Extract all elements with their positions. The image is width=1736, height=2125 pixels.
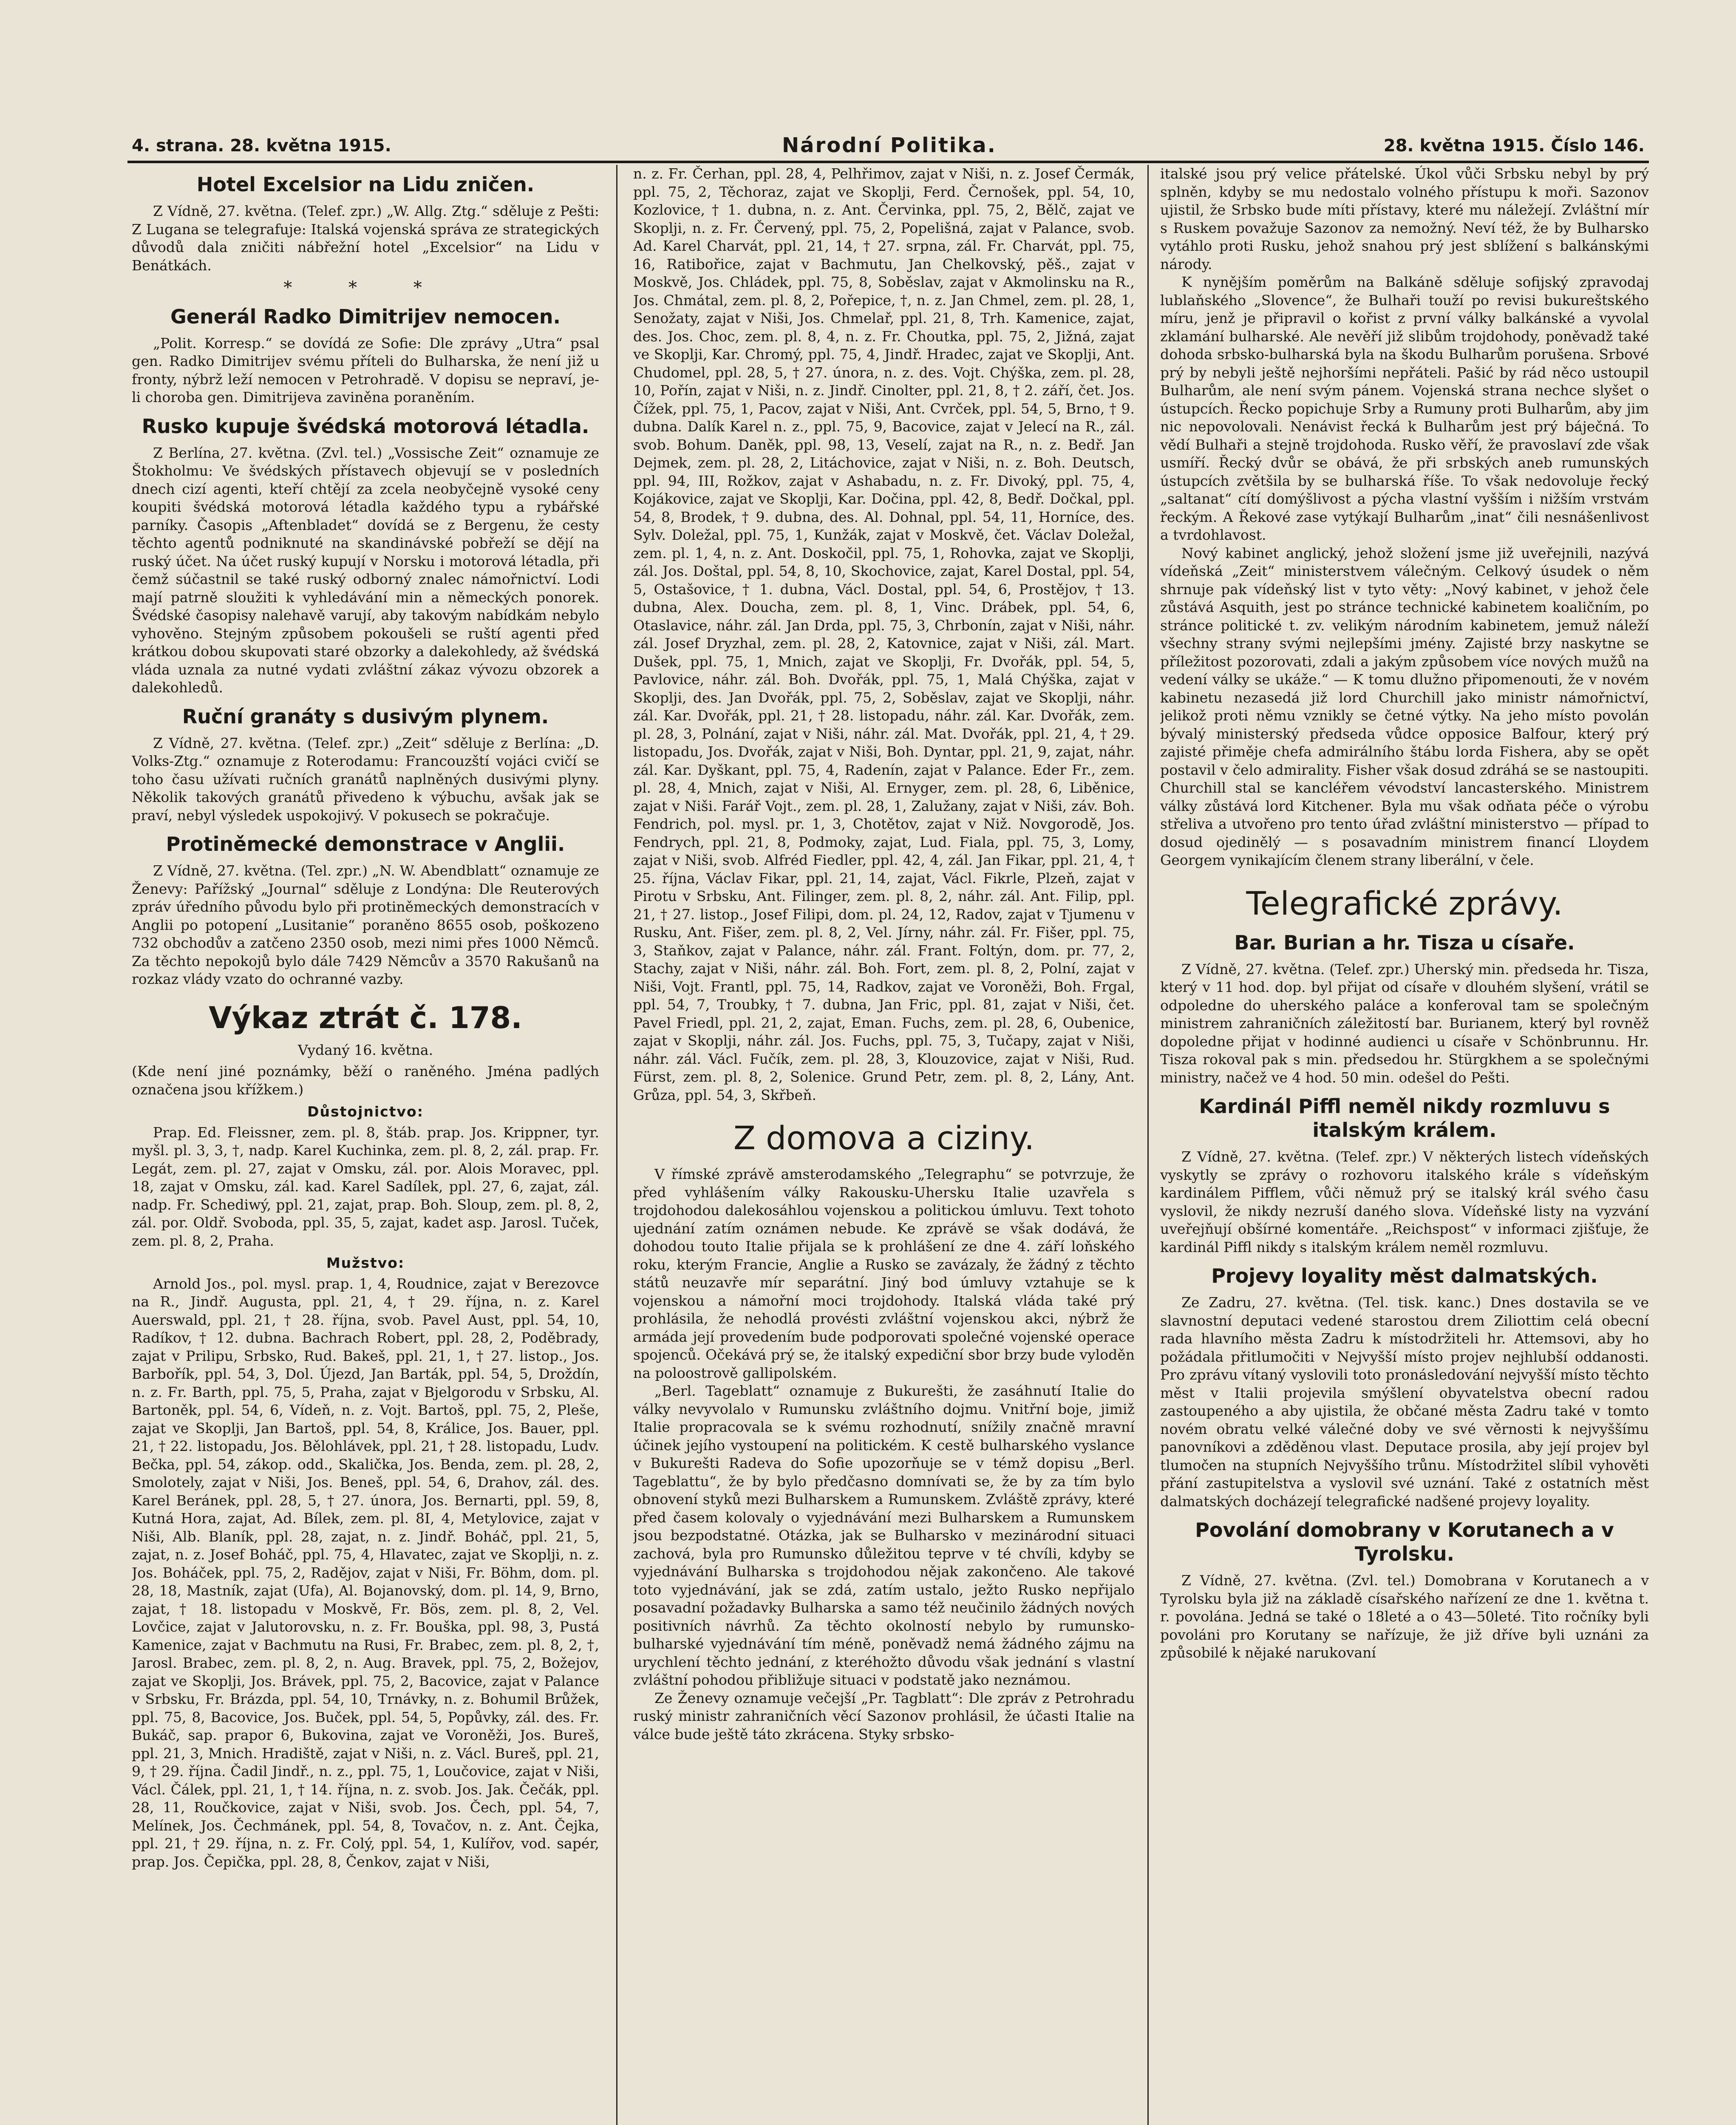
- article-text: Z Vídně, 27. května. (Telef. zpr.) Uherský min. předseda hr. Tisza, který v 11 hod. dop. byl přijat od císaře v dlouhém slyšení, vrátil se odpoledne do uherského paláce a konferoval tam se společným ministrem zahraničních záležitostí bar. Burianem, který byl rovněž dopoledne přijat v hodinné audienci u císaře v Schönbrunnu. Hr. Tisza rokoval pak s min. předsedou hr. Stürgkhem a se společnými ministry, načež ve 4 hod. 50 min. odešel do Pešti.: [1160, 960, 1649, 1086]
- article-text: Z Vídně, 27. května. (Zvl. tel.) Domobrana v Korutanech a v Tyrolsku byla již na základě císařského nařízení ze dne 1. května t. r. povolána. Jedná se také o 18leté a o 43—50leté. Tito ročníky byli povoláni pro Korutany se nařízuje, že již dříve byli uznáni za způsobilé k nějaké narukovaní: [1160, 1572, 1649, 1661]
- article-text: italské jsou prý velice přátelské. Úkol vůči Srbsku nebyl by prý splněn, kdyby se mu nedostalo volného přístupu k moři. Sazonov ujistil, že Srbsko bude míti přístavy, které mu náležejí. Zvláštní mír s Ruskem považuje Sazonov za nemožný. Neví též, že by Bulharsko vytáhlo proti Rusku, jehož snahou prý jest sblížení s balkánskými národy.: [1160, 165, 1649, 272]
- section-title: Telegrafické zprávy.: [1246, 884, 1563, 922]
- officers-list: Prap. Ed. Fleissner, zem. pl. 8, štáb. prap. Jos. Krippner, tyr. myšl. pl. 3, 3, †, nadp. Karel Kuchinka, zem. pl. 8, 2, zál. prap. Fr. Legát, zem. pl. 27, zajat v Omsku, zál. por. Alois Moravec, ppl. 18, zajat v Omsku, zál. kad. Karel Sadílek, ppl. 27, 6, zajat, zál. nadp. Fr. Schediwý, ppl. 21, zajat, prap. Boh. Sloup, zem. pl. 8, 2, zál. por. Oldř. Svoboda, ppl. 35, 5, zajat, kadet asp. Jarosl. Tuček, zem. pl. 8, 2, Praha.: [132, 1124, 599, 1249]
- article-text: Z Vídně, 27. května. (Telef. zpr.) V některých listech vídeňských vyskytly se zprávy o rozhovoru italského krále s vídeňským kardinálem Pifflem, vůči němuž prý se italský král svého času vyslovil, že nikdy nezruší daného slova. Vídeňské listy na vyzvání uveřejňují obšírné komentáře. „Reichspost“ v informaci zjišťuje, že kardinál Piffl nikdy s italským králem neměl rozmluvu.: [1160, 1148, 1649, 1255]
- article-title: Hotel Excelsior na Lidu zničen.: [196, 173, 535, 196]
- page-header: [127, 128, 1649, 161]
- header-rule: [127, 161, 1649, 163]
- section-title: Z domova a ciziny.: [733, 1119, 1035, 1157]
- masthead-title: Národní Politika.: [782, 133, 997, 157]
- column-divider: [616, 165, 617, 2125]
- article-title: Generál Radko Dimitrijev nemocen.: [170, 305, 561, 328]
- article-text: K nynějším poměrům na Balkáně sděluje sofijský zpravodaj lublaňského „Slovence“, že Bulhaři touží po revisi bukureštského míru, jenž je připravil o kořist z první války balkánské a vyvolal zklamání bulharské. Ale nevěří již slibům trojdohody, poněvadž také dohoda srbsko-bulharská byla na škodu Bulharům porušena. Srbové prý by nebyli ještě nejhoršími nepřáteli. Pašić by rád něco ustoupil Bulharům, ale není svým pánem. Vojenská strana nechce slyšet o ústupcích. Řecko popichuje Srby a Rumuny proti Bulharům, aby jim nic nepovolovali. Nenávist řecká k Bulharům jest prý báječná. To vědí Bulhaři a stejně trojdohoda. Rusko věří, že pravoslaví zde však usmíří. Řecký dvůr se obává, že při srbských aneb rumunských ústupcích zvětšila by se bulharská říše. To však nedovoluje řecký „saltanat“ cítí domýšlivost a pýcha vlastní vyšším i nižším vrstvám řeckým. A Řekové zase vytýkají Bulharům „inat“ čili nesnášenlivost a tvrdohlavost.: [1160, 274, 1649, 543]
- article-text: V římské zprávě amsterodamského „Telegraphu“ se potvrzuje, že před vyhlášením války Rakousku-Uhersku Italie uzavřela s trojdohodou dalekosáhlou vojenskou a politickou úmluvu. Text tohoto ujednání zatím oznámen nebude. Ke zprávě se však dodává, že dohodou touto Italie přijala se k prohlášení ze dne 4. září loňského roku, kterým Francie, Anglie a Rusko se zavázaly, že žádný z těchto států neuzavře mír separátní. Jiný bod úmluvy vztahuje se k vojenskou a námořní moci trojdohody. Italská vláda také prý prohlásila, že nehodlá provésti zvláštní vojenskou akci, nýbrž že armáda její provedením bude podporovati společné vojenské operace spojenců. Očekává prý se, že italský expediční sbor brzy bude vyloděn na poloostrově gallipolském.: [633, 1166, 1135, 1381]
- casualty-list-continued: n. z. Fr. Čerhan, ppl. 28, 4, Pelhřimov, zajat v Niši, n. z. Josef Čermák, ppl. 75, 2, Těchoraz, zajat ve Skoplji, Ferd. Černošek, ppl. 54, 10, Kozlovice, † 1. dubna, n. z. Ant. Červinka, ppl. 75, 2, Bělč, zajat ve Skoplji, n. z. Fr. Červený, ppl. 75, 2, Popelišná, zajat v Palance, svob. Ad. Karel Charvát, ppl. 21, 14, † 27. srpna, zál. Fr. Charvát, ppl. 75, 16, Ratibořice, zajat v Bachmutu, Jan Chelkovský, pěš., zajat v Moskvě, Jos. Chládek, ppl. 75, 8, Soběslav, zajat v Akmolinsku na R., Jos. Chmátal, zem. pl. 8, 2, Pořepice, †, n. z. Jan Chmel, zem. pl. 28, 1, Senožaty, zajat v Niši, Jos. Chmelař, ppl. 21, 8, Trh. Kamenice, zajat, des. Jos. Choc, zem. pl. 8, 4, n. z. Fr. Choutka, ppl. 75, 2, Jižná, zajat ve Skoplji, Kar. Chromý, ppl. 75, 4, Jindř. Hradec, zajat ve Skoplji, Ant. Chudomel, ppl. 28, 5, † 27. února, n. z. des. Vojt. Chýška, zem. pl. 28, 10, Pořín, zajat v Niši, n. z. Jindř. Cinolter, ppl. 21, 8, † 2. září, čet. Jos. Čížek, ppl. 75, 1, Pacov, zajat v Niši, Ant. Cvrček, ppl. 54, 5, Brno, † 9. dubna. Dalík Karel n. z., ppl. 75, 9, Bacovice, zajat v Jelecí na R., zál. svob. Bohum. Daněk, ppl. 98, 13, Veselí, zajat na R., n. z. Bedř. Jan Dejmek, zem. pl. 28, 2, Litáchovice, zajat v Niši, n. z. Boh. Deutsch, ppl. 94, III, Rožkov, zajat v Ashabadu, n. z. Fr. Divoký, ppl. 75, 4, Kojákovice, zajat ve Skoplji, Kar. Dočina, ppl. 42, 8, Bedř. Dočkal, ppl. 54, 8, Brodek, † 9. dubna, des. Al. Dohnal, ppl. 54, 11, Horníce, des. Sylv. Doležal, ppl. 75, 1, Kunžák, zajat v Moskvě, čet. Václav Doležal, zem. pl. 1, 4, n. z. Ant. Doskočil, ppl. 75, 1, Rohovka, zajat ve Skoplji, zál. Jos. Doštal, ppl. 54, 8, 10, Skochovice, zajat, Karel Dostal, ppl. 54, 5, Ostašovice, † 1. dubna, Václ. Dostal, ppl. 54, 6, Prostějov, † 13. dubna, Alex. Doucha, zem. pl. 8, 1, Vinc. Drábek, ppl. 54, 6, Otaslavice, náhr. zál. Jan Drda, ppl. 75, 3, Chrbonín, zajat v Niši, náhr. zál. Josef Dryzhal, zem. pl. 28, 2, Katovnice, zajat v Niši, zál. Mart. Dušek, ppl. 75, 1, Mnich, zajat ve Skoplji, Fr. Dvořák, ppl. 54, 5, Pavlovice, náhr. zál. Boh. Dvořák, ppl. 75, 1, Malá Chýška, zajat v Skoplji, des. Jan Dvořák, ppl. 75, 2, Soběslav, zajat ve Skoplji, náhr. zál. Kar. Dvořák, ppl. 21, † 28. listopadu, náhr. zál. Kar. Dvořák, zem. pl. 28, 3, Polnání, zajat v Niši, náhr. zál. Mat. Dvořák, ppl. 21, 4, † 29. listopadu, Jos. Dvořák, zajat v Niši, Boh. Dyntar, ppl. 21, 9, zajat, náhr. zál. Kar. Dyškant, ppl. 75, 4, Radenín, zajat v Palance. Eder Fr., zem. pl. 28, 4, Mnich, zajat v Niši, Al. Ernyger, zem. pl. 28, 6, Liběnice, zajat v Niši. Farář Vojt., zem. pl. 28, 1, Zalužany, zajat v Niši, záv. Boh. Fendrich, pol. mysl. pr. 1, 3, Chotětov, zajat v Niž. Novgorodě, Jos. Fendrych, ppl. 21, 8, Podmoky, zajat, Lud. Fiala, ppl. 75, 3, Lomy, zajat v Niši, svob. Alfréd Fiedler, ppl. 42, 4, zál. Jan Fikar, ppl. 21, 4, † 25. října, Václav Fikar, ppl. 21, 14, zajat, Václ. Fikrle, Plzeň, zajat v Pirotu v Srbsku, Ant. Filinger, zem. pl. 8, 2, náhr. zál. Ant. Filip, ppl. 21, † 27. listop., Josef Filipi, dom. pl. 24, 12, Radov, zajat v Tjumenu v Rusku, Ant. Fišer, zem. pl. 8, 2, Vel. Jírny, náhr. zál. Fr. Fišer, ppl. 75, 3, Staňkov, zajat v Palance, náhr. zál. Frant. Foltýn, dom. pr. 77, 2, Stachy, zajat v Niši, náhr. zál. Boh. Fort, zem. pl. 8, 2, Polní, zajat v Niši, Vojt. Frantl, ppl. 75, 14, Radkov, zajat ve Voroněži, Boh. Frgal, ppl. 54, 7, Troubky, † 7. dubna, Jan Fric, ppl. 81, zajat v Niši, čet. Pavel Friedl, ppl. 21, 2, zajat, Eman. Fuchs, zem. pl. 28, 6, Oubenice, zajat v Skoplji, náhr. zál. Jos. Fuchs, ppl. 75, 3, Tučapy, zajat v Niši, náhr. zál. Václ. Fučík, zem. pl. 28, 3, Klouzovice, zajat v Niši, Rud. Fürst, zem. pl. 8, 2, Solenice. Grund Petr, zem. pl. 8, 2, Lány, Ant. Grůza, ppl. 54, 3, Skřbeň.: [633, 165, 1135, 1103]
- article-text: „Berl. Tageblatt“ oznamuje z Bukurešti, že zasáhnutí Italie do války nevyvolalo v Rumunsku zvláštního dojmu. Vnitřní boje, jimiž Italie propracovala se k svému rozhodnutí, snížily značně mravní účinek jejího vystoupení na politickém. K cestě bulharského vyslance v Bukurešti Radeva do Sofie upozorňuje se v témž dopisu „Berl. Tageblattu“, že by bylo předčasno domnívati se, že by za tím bylo obnovení styků mezi Bulharskem a Rumunskem. Zvláště zprávy, které před časem kolovaly o vyjednávání mezi Bulharskem a Rumunskem jsou bezpodstatné. Otázka, jak se Bulharsko v mezinárodní situaci zachová, byla pro Rumunsko důležitou teprve v té chvíli, kdyby se vyjednávání Bulharska s trojdohodou nějak zakončeno. Ale takové toto vyjednávání, jak se zdá, zatím ustalo, ježto Rusko nepřijalo posavadní požadavky Bulharska a samo též neučinilo žádných nových positivních návrhů. Za těchto okolností nebylo by rumunsko-bulharské vyjednávání tím méně, poněvadž nemá žádného zájmu na urychlení těchto jednání, z kteréhožto důvodu však jednání s vlastní zvláštní pohodou přibližuje situaci v podstatě jako neznámou.: [633, 1383, 1135, 1688]
- men-heading: Mužstvo:: [326, 1255, 405, 1271]
- page-number: 4. strana. 28. května 1915.: [132, 136, 391, 156]
- article-text: „Polit. Korresp.“ se dovídá ze Sofie: Dle zprávy „Utra“ psal gen. Radko Dimitrijev svému příteli do Bulharska, že není již u fronty, nýbrž leží nemocen v Petrohradě. V dopisu se nepraví, je-li choroba gen. Dimitrijeva zaviněna poraněním.: [132, 334, 599, 405]
- article-text: Nový kabinet anglický, jehož složení jsme již uveřejnili, nazývá vídeňská „Zeit“ ministerstvem válečným. Celkový úsudek o něm shrnuje pak vídeňský list v tyto věty: „Nový kabinet, v jehož čele zůstává Asquith, jest po stránce technické kabinetem koaličním, po stránce politické t. zv. velikým národním kabinetem, jemuž náleží všechny strany svými nejlepšími jmény. Zajisté brzy naskytne se příležitost pozorovati, zdali a jakým způsobem více nových mužů na vedení války se ukáže.“ — K tomu dlužno připomenouti, že v novém kabinetu nezasedá již lord Churchill jako ministr námořnictví, jelikož proti němu vznikly se četné výtky. Na jeho místo povolán bývalý ministerský předseda vůdce opposice Balfour, který prý zajisté přiměje chefa admirálního štábu lorda Fishera, aby se opět postavil v čelo admirality. Fisher však dosud zdráhá se se nastoupiti. Churchill stal se kancléřem vévodství lancasterského. Ministrem války zůstává lord Kitchener. Byla mu však odňata péče o výrobu střeliva a utvořeno pro tento úřad zvláštní ministerstvo — případ to dosud ojedinělý — s posavadním ministrem financí Lloydem Georgem vynikajícím členem strany liberální, v čele.: [1160, 544, 1649, 868]
- article-title: Rusko kupuje švédská motorová létadla.: [142, 414, 589, 438]
- article-text: Z Vídně, 27. května. (Telef. zpr.) „Zeit“ sděluje z Berlína: „D. Volks-Ztg.“ oznamuje z Roterodamu: Francouzští vojáci cvičí se toho času užívati ručních granátů naplněných dusivými plyny. Několik takových granátů přivedeno k výbuchu, avšak jak se praví, nebyl výsledek uspokojivý. V pokusech se pokračuje.: [132, 734, 599, 824]
- article-title: Povolání domobrany v Korutanech a v Tyrolsku.: [1195, 1519, 1614, 1565]
- issue-info: 28. května 1915. Číslo 146.: [1383, 136, 1645, 156]
- casualty-list-note: (Kde není jiné poznámky, běží o raněného. Jména padlých označena jsou křížkem.): [132, 1063, 599, 1098]
- column-1: [132, 165, 599, 2125]
- article-text: Ze Ženevy oznamuje večejší „Pr. Tagblatt“: Dle zpráv z Petrohradu ruský ministr zahraničních věcí Sazonov prohlásil, že účasti Italie na válce bude ještě táto zkrácena. Styky srbsko-: [633, 1689, 1135, 1742]
- article-text: Z Vídně, 27. května. (Telef. zpr.) „W. Allg. Ztg.“ sděluje z Pešti: Z Lugana se telegrafuje: Italská vojenská správa ze strategických důvodů dala zničiti nábřežní hotel „Excelsior“ na Lidu v Benátkách.: [132, 203, 599, 274]
- casualty-list-issued: Vydaný 16. května.: [297, 1041, 433, 1058]
- article-text: Ze Zadru, 27. května. (Tel. tisk. kanc.) Dnes dostavila se ve slavnostní deputaci vedené starostou drem Ziliottim celá obecní rada hlavního města Zadru k místodržiteli hr. Attemsovi, aby ho požádala přitlumočiti v Nejvyšší místo projev nejhlubší oddanosti. Pro zprávu vítaný vyslovili toto pronásledování nejvyšší místo těchto měst v Italii projevila smýšlení obyvatelstva obecní radou zastoupeného a aby ujistila, že občané města Zadru také v tomto novém obratu velké válečné doby ve své věrnosti k nejvyššímu panovníkovi a zděděnou vlast. Deputace prosila, aby její projev byl tlumočen na stupních Nejvyššího trůnu. Místodržitel slíbil vyhověti přání zastupitelstva a vyslovil své uznání. Také z ostatních měst dalmatských docházejí telegrafické nadšené projevy loyality.: [1160, 1294, 1649, 1510]
- column-divider: [1147, 165, 1149, 2125]
- article-title: Ruční granáty s dusivým plynem.: [182, 705, 549, 728]
- article-title: Protiněmecké demonstrace v Anglii.: [166, 833, 565, 856]
- column-2: [633, 165, 1135, 2125]
- article-text: Z Vídně, 27. května. (Tel. zpr.) „N. W. Abendblatt“ oznamuje ze Ženevy: Pařížský „Journal“ sděluje z Londýna: Dle Reuterových zpráv úředního původu bylo při protiněmeckých demonstracích v Anglii po potopení „Lusitanie“ poraněno 8655 osob, poškozeno 732 obchodův a zatčeno 2350 osob, mezi nimi přes 1000 Němců. Za těchto nepokojů bylo dále 7429 Němcův a 3570 Rakušanů na rozkaz vlády vzato do ochranné vazby.: [132, 862, 599, 987]
- article-title: Kardinál Piffl neměl nikdy rozmluvu s italským králem.: [1199, 1095, 1610, 1142]
- officers-heading: Důstojnictvo:: [307, 1103, 424, 1120]
- men-list: Arnold Jos., pol. mysl. prap. 1, 4, Roudnice, zajat v Berezovce na R., Jindř. Augusta, ppl. 21, 4, † 29. října, n. z. Karel Auerswald, ppl. 21, † 28. října, svob. Pavel Aust, ppl. 54, 10, Radíkov, † 12. dubna. Bachrach Robert, ppl. 28, 2, Poděbrady, zajat v Prilipu, Srbsko, Rud. Bakeš, ppl. 21, 1, † 27. listop., Jos. Barbořík, ppl. 54, 3, Dol. Újezd, Jan Barták, ppl. 54, 5, Droždín, n. z. Fr. Barth, ppl. 75, 5, Praha, zajat v Bjelgorodu v Srbsku, Al. Bartoněk, ppl. 54, 6, Vídeň, n. z. Vojt. Bartoš, ppl. 75, 2, Pleše, zajat ve Skoplji, Jan Bartoš, ppl. 54, 8, Králice, Jos. Bauer, ppl. 21, † 22. listopadu, Jos. Bělohlávek, ppl. 21, † 28. listopadu, Ludv. Bečka, ppl. 54, zákop. odd., Skalička, Jos. Benda, zem. pl. 28, 2, Smolotely, zajat v Niši, Jos. Beneš, ppl. 54, 6, Drahov, zál. des. Karel Beránek, ppl. 28, 5, † 27. února, Jos. Bernarti, ppl. 59, 8, Kutná Hora, zajat, Ad. Bílek, zem. pl. 8I, 4, Metylovice, zajat v Niši, Alb. Blaník, ppl. 28, zajat, n. z. Jindř. Boháč, ppl. 21, 5, zajat, n. z. Josef Boháč, ppl. 75, 4, Hlavatec, zajat ve Skoplji, n. z. Jos. Boháček, ppl. 75, 2, Radějov, zajat v Niši, Fr. Böhm, dom. pl. 28, 18, Mastník, zajat (Ufa), Al. Bojanovský, dom. pl. 14, 9, Brno, zajat, † 18. listopadu v Moskvě, Fr. Bös, zem. pl. 8, 2, Vel. Lovčice, zajat v Jalutorovsku, n. z. Fr. Bouška, ppl. 98, 3, Pustá Kamenice, zajat v Bachmutu na Rusi, Fr. Brabec, zem. pl. 8, 2, †, Jarosl. Brabec, zem. pl. 8, 2, n. Aug. Bravek, ppl. 75, 2, Božejov, zajat ve Skoplji, Jos. Brávek, ppl. 75, 2, Bacovice, zajat v Palance v Srbsku, Fr. Brázda, ppl. 54, 10, Trnávky, n. z. Bohumil Brůžek, ppl. 75, 8, Bacovice, Jos. Buček, ppl. 54, 5, Popůvky, zál. des. Fr. Bukáč, sap. prapor 6, Bukovina, zajat ve Voroněži, Jos. Bureš, ppl. 21, 3, Mnich. Hradiště, zajat v Niši, n. z. Václ. Bureš, ppl. 21, 9, † 29. října. Čadil Jindř., n. z., ppl. 75, 1, Loučovice, zajat v Niši, Václ. Čálek, ppl. 21, 1, † 14. října, n. z. svob. Jos. Jak. Čečák, ppl. 28, 11, Roučkovice, zajat v Niši, svob. Jos. Čech, ppl. 54, 7, Melínek, Jos. Čechmánek, ppl. 54, 8, Tovačov, n. z. Ant. Čejka, ppl. 21, † 29. října, n. z. Fr. Colý, ppl. 54, 1, Kulířov, vod. sapér, prap. Jos. Čepička, ppl. 28, 8, Čenkov, zajat v Niši,: [132, 1275, 599, 1870]
- separator-stars: * * *: [283, 278, 447, 298]
- article-text: Z Berlína, 27. května. (Zvl. tel.) „Vossische Zeit“ oznamuje ze Štokholmu: Ve švédských přístavech objevují se v posledních dnech cizí agenti, kteří chtějí za zcela neobyčejně vysoké ceny koupiti švédská motorová létadla každého typu a rybářské parníky. Časopis „Aftenbladet“ dovídá se z Bergenu, že cesty těchto agentů podniknuté na skandinávské pobřeží se dějí na ruský účet. Na účet ruský kupují v Norsku i motorová létadla, při čemž súčastnil se také ruský odborný znalec námořnictví. Lodi mají patrně sloužiti k vyhledávání min a německých ponorek. Švédské časopisy nalehavě varují, aby takovým nabídkám nebylo vyhověno. Stejným způsobem pokoušeli se ruští agenti před krátkou dobou skupovati staré obzorky a dalekohledy, až švédská vláda uznala za nutné vydati zvláštní zákaz vývozu obzorek a dalekohledů.: [132, 444, 599, 696]
- article-title: Projevy loyality měst dalmatských.: [1211, 1264, 1598, 1287]
- article-title: Bar. Burian a hr. Tisza u císaře.: [1234, 931, 1575, 954]
- casualty-list-title: Výkaz ztrát č. 178.: [209, 1000, 522, 1035]
- column-3: [1160, 165, 1649, 2125]
